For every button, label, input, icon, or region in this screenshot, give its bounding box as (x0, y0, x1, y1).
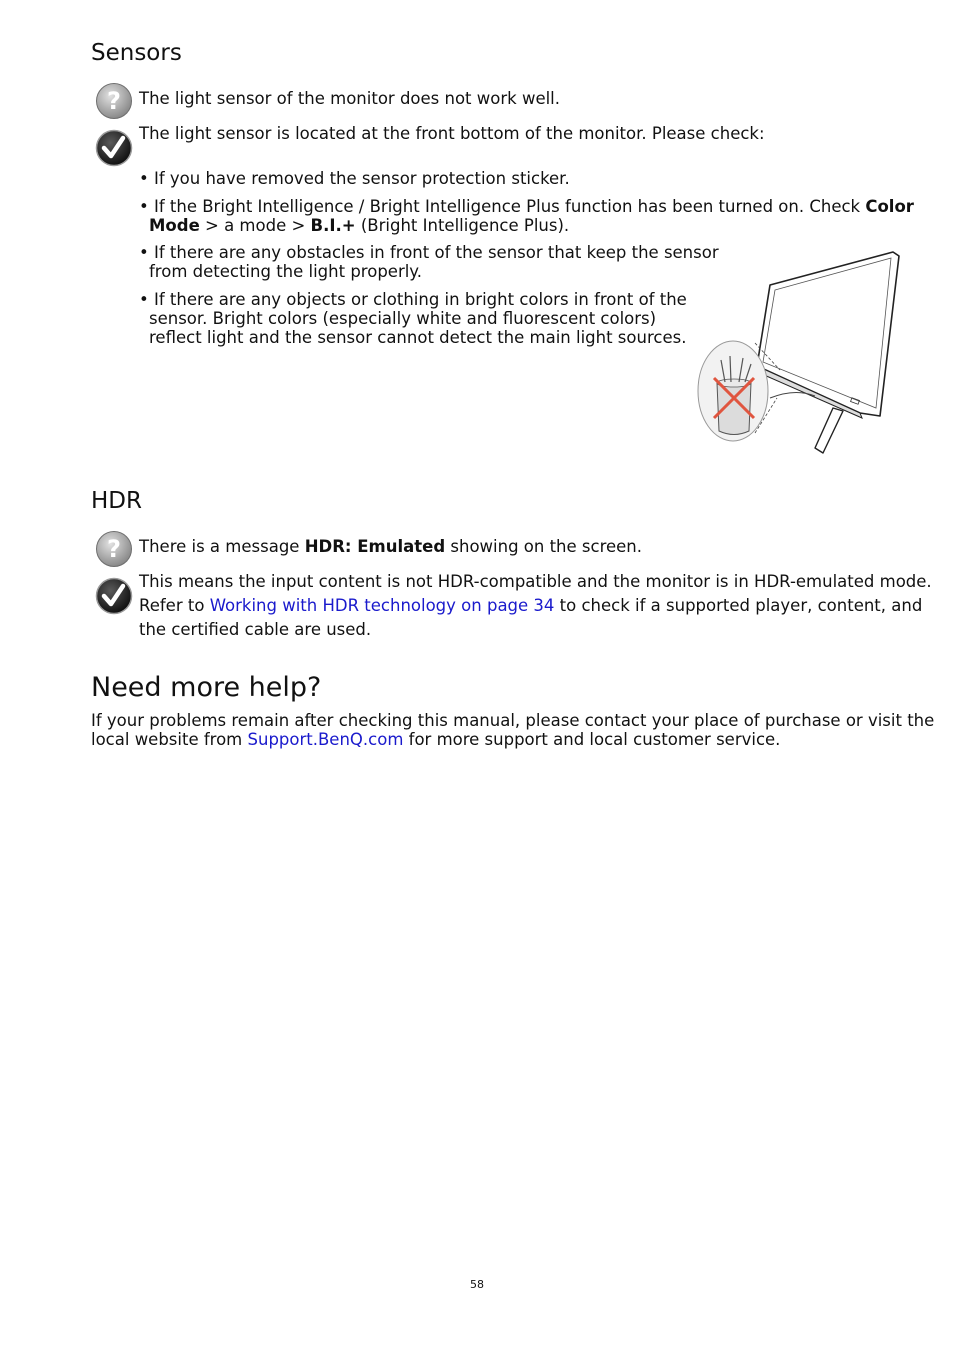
sensors-heading: Sensors (91, 40, 182, 66)
question-mark-icon (95, 530, 133, 568)
hdr-answer-line1: This means the input content is not HDR-compatible and the monitor is in HDR-emulated mode. (139, 572, 932, 591)
help-text-line1: If your problems remain after checking this manual, please contact your place of purchase or visit the (91, 711, 935, 730)
sensors-answer-intro: The light sensor is located at the front bottom of the monitor. Please check: (139, 124, 765, 143)
sensors-question: The light sensor of the monitor does not work well. (139, 89, 561, 108)
checkmark-icon (95, 129, 133, 167)
hdr-answer-line2: Refer to Working with HDR technology on page 34 to check if a supported player, content, and (139, 596, 923, 615)
support-benq-link[interactable]: Support.BenQ.com (247, 730, 404, 749)
bullet-bright-intelligence-line1: • If the Bright Intelligence / Bright Intelligence Plus function has been turned on. Check Color (139, 197, 914, 216)
svg-text:?: ? (107, 535, 121, 563)
monitor-sensor-illustration (695, 248, 905, 458)
bullet-bright-objects-line2: sensor. Bright colors (especially white and fluorescent colors) (149, 309, 657, 328)
bullet-bright-objects-line1: • If there are any objects or clothing in bright colors in front of the (139, 290, 687, 309)
svg-text:?: ? (107, 87, 121, 115)
need-more-help-heading: Need more help? (91, 672, 322, 703)
checkmark-icon (95, 577, 133, 615)
help-text-line2: local website from Support.BenQ.com for more support and local customer service. (91, 730, 781, 749)
bullet-bright-intelligence-line2: Mode > a mode > B.I.+ (Bright Intelligence Plus). (149, 216, 570, 235)
question-mark-icon (95, 82, 133, 120)
hdr-heading: HDR (91, 488, 142, 514)
hdr-question: There is a message HDR: Emulated showing on the screen. (139, 537, 643, 556)
bullet-sticker: • If you have removed the sensor protection sticker. (139, 169, 570, 188)
bullet-obstacles-line2: from detecting the light properly. (149, 262, 422, 281)
bullet-obstacles-line1: • If there are any obstacles in front of the sensor that keep the sensor (139, 243, 719, 262)
hdr-technology-link[interactable]: Working with HDR technology on page 34 (209, 596, 555, 615)
bullet-bright-objects-line3: reflect light and the sensor cannot detect the main light sources. (149, 328, 687, 347)
hdr-answer-line3: the certified cable are used. (139, 620, 372, 639)
page-number: 58 (470, 1278, 484, 1291)
